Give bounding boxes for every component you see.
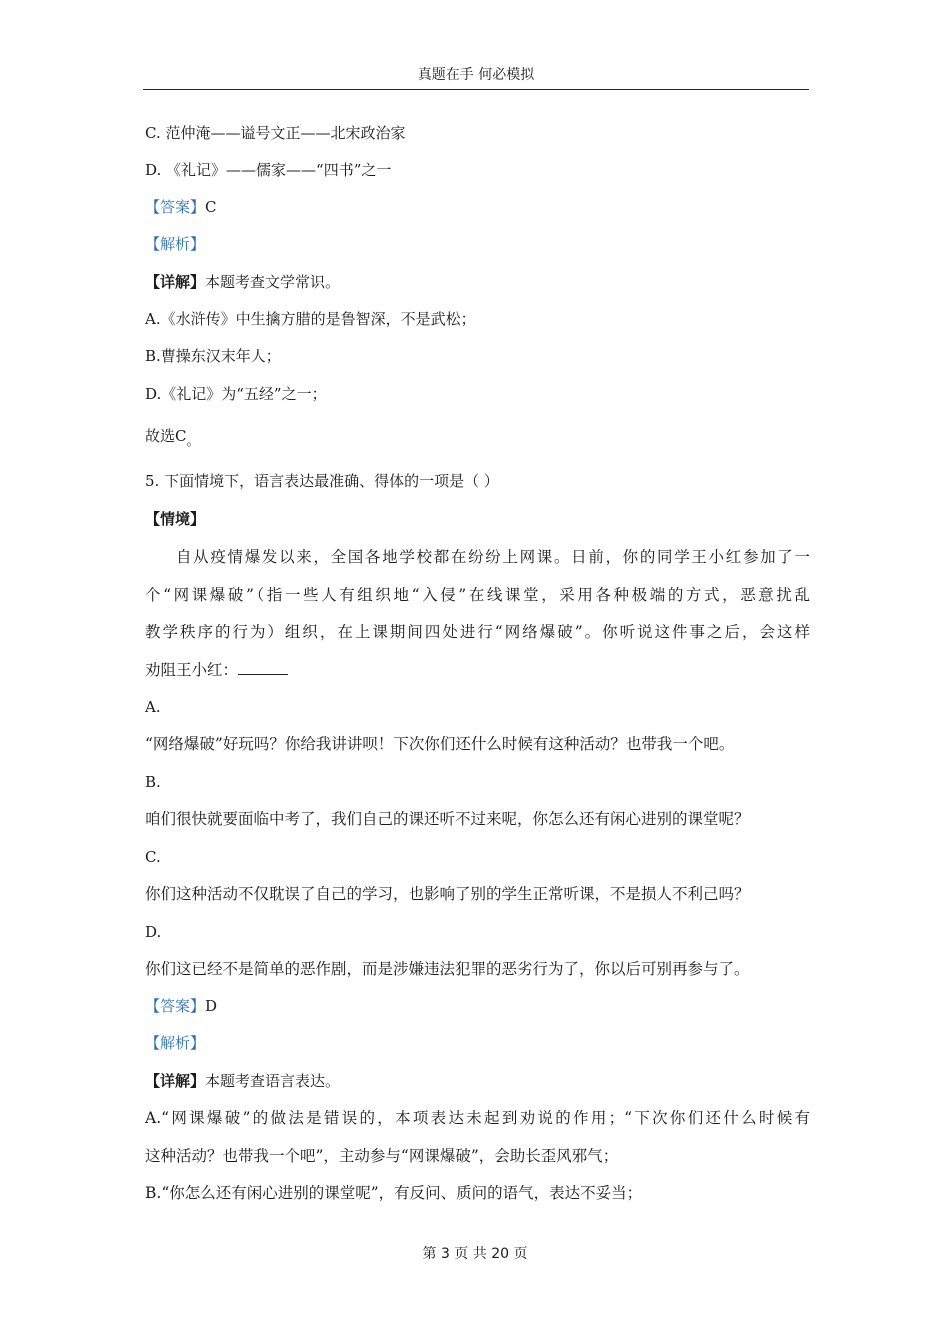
answer-tag-q5: 【答案】 <box>145 997 206 1015</box>
option-c-text: 你们这种活动不仅耽误了自己的学习，也影响了别的学生正常听课，不是损人不利己吗？ <box>145 885 750 903</box>
answer-value-q5: D <box>205 997 218 1015</box>
option-a-label: A. <box>145 698 161 716</box>
answer-tag: 【答案】 <box>145 198 206 216</box>
question-stem: 5. 下面情境下，语言表达最准确、得体的一项是（ ） <box>145 472 499 490</box>
context-last-text: 劝阻王小红： <box>145 661 239 679</box>
detail-text: 本题考查文学常识。 <box>205 273 341 291</box>
explain-a-line-2: 这种活动？也带我一个吧”，主动参与“网课爆破”，会助长歪风邪气； <box>145 1147 619 1165</box>
answer-value: C <box>205 198 217 216</box>
page-footer: 第 3 页 共 20 页 <box>422 1246 528 1262</box>
option-d-label: D. <box>145 923 162 941</box>
explain-b: B.“你怎么还有闲心进别的课堂呢”，有反问、质问的语气，表达不妥当； <box>145 1184 643 1202</box>
detail-text-q5: 本题考查语言表达。 <box>205 1072 341 1090</box>
option-c: C. 范仲淹——谥号文正——北宋政治家 <box>145 124 406 142</box>
header-divider <box>143 89 809 90</box>
page-header: 真题在手 何必模拟 <box>417 67 535 83</box>
detail-tag: 【详解】 <box>145 273 206 291</box>
context-line-3: 教学秩序的行为）组织，在上课期间四处进行“网络爆破”。你听说这件事之后，会这样 <box>145 623 810 641</box>
context-line-4 <box>145 659 288 681</box>
analysis-tag-q5: 【解析】 <box>145 1034 206 1052</box>
option-d: D. 《礼记》——儒家——“四书”之一 <box>145 161 392 179</box>
option-a-text: “网络爆破”好玩吗？你给我讲讲呗！下次你们还什么时候有这种活动？也带我一个吧。 <box>145 735 735 753</box>
detail-line <box>145 271 340 293</box>
context-line-1: 自从疫情爆发以来，全国各地学校都在纷纷上网课。日前，你的同学王小红参加了一 <box>176 548 810 566</box>
note-a: A.《水浒传》中生擒方腊的是鲁智深，不是武松； <box>145 310 476 328</box>
option-b-label: B. <box>145 773 161 791</box>
answer-blank <box>238 660 288 675</box>
note-d: D.《礼记》为“五经”之一； <box>145 385 327 403</box>
conclusion-text: 故选C <box>145 427 187 445</box>
conclusion <box>145 425 200 453</box>
answer-line-q5 <box>145 995 217 1017</box>
answer-line <box>145 196 217 218</box>
analysis-tag: 【解析】 <box>145 235 206 253</box>
option-c-label: C. <box>145 848 161 866</box>
context-tag: 【情境】 <box>145 510 206 528</box>
detail-tag-q5: 【详解】 <box>145 1072 206 1090</box>
conclusion-mark: 。 <box>186 434 200 449</box>
option-d-text: 你们这已经不是简单的恶作剧，而是涉嫌违法犯罪的恶劣行为了，你以后可别再参与了。 <box>145 960 750 978</box>
context-line-2: 个“网课爆破”（指一些人有组织地“入侵”在线课堂，采用各种极端的方式，恶意扰乱 <box>145 586 810 604</box>
option-b-text: 咱们很快就要面临中考了，我们自己的课还听不过来呢，你怎么还有闲心进别的课堂呢？ <box>145 810 750 828</box>
explain-a-line-1: A.“网课爆破”的做法是错误的，本项表达未起到劝说的作用；“下次你们还什么时候有 <box>145 1109 810 1127</box>
note-b: B.曹操东汉末年人； <box>145 347 281 365</box>
detail-line-q5 <box>145 1070 340 1092</box>
